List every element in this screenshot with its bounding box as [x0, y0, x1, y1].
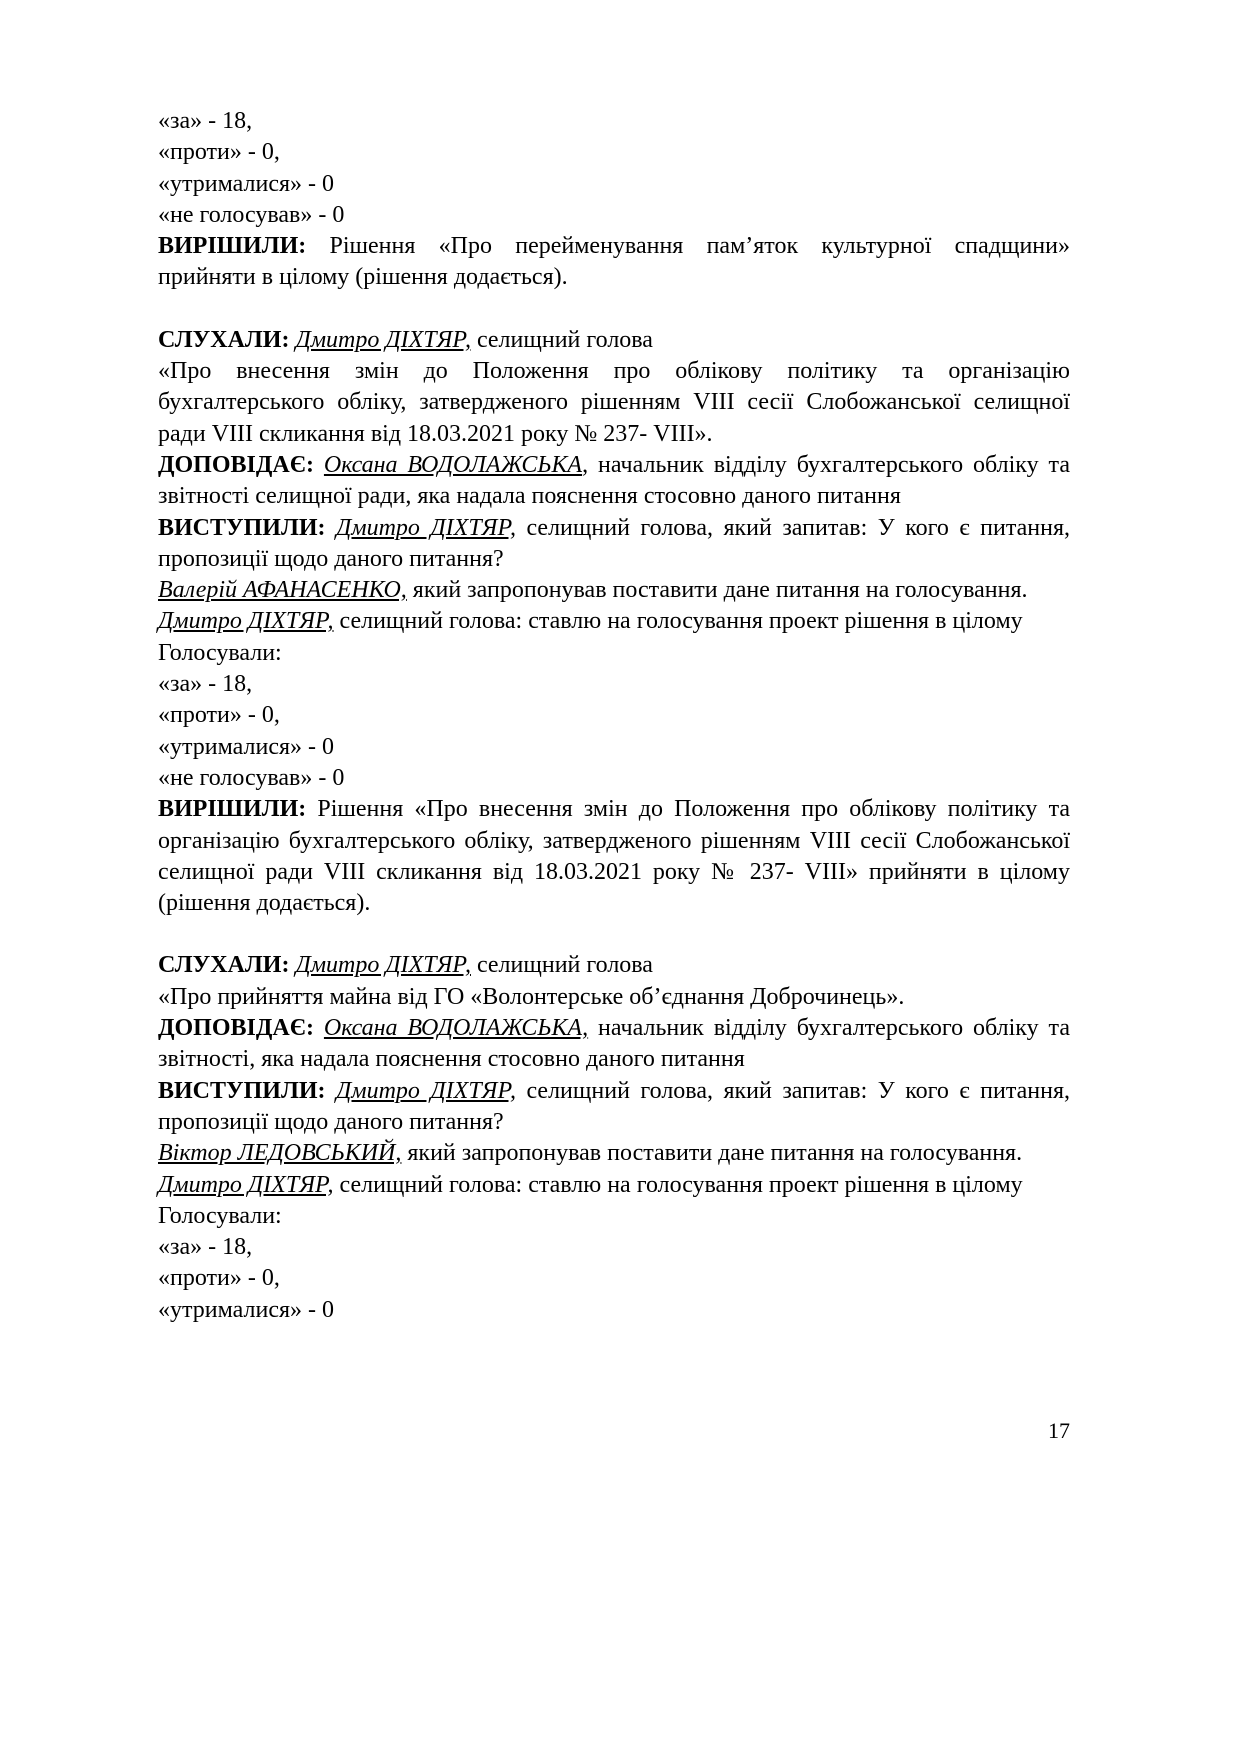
decided-label: ВИРІШИЛИ:	[158, 796, 307, 823]
speaker-role: селищний голова	[470, 952, 653, 979]
speaker-name: Дмитро ДІХТЯР,	[336, 1077, 516, 1104]
decision-text: Рішення «Про перейменування пам’яток культурної спадщини» прийняти в цілому (рішення додається).	[158, 233, 1070, 291]
proposal-text: який запропонував поставити дане питання на голосування.	[406, 577, 1028, 604]
document-page	[158, 106, 1070, 1326]
proposal-text: який запропонував поставити дане питання на голосування.	[401, 1140, 1023, 1167]
vote-against: «проти» - 0,	[158, 702, 280, 729]
proposal-paragraph	[158, 1138, 1070, 1169]
proposer-name: Віктор ЛЕДОВСЬКИЙ,	[158, 1140, 402, 1167]
spoke-label: ВИСТУПИЛИ:	[158, 1077, 326, 1104]
chair-text: селищний голова: ставлю на голосування проект рішення в цілому	[333, 1171, 1023, 1198]
vote-for: «за» - 18,	[158, 108, 253, 134]
decided-label: ВИРІШИЛИ:	[158, 233, 307, 260]
spoke-text: селищний голова, який запитав: У кого є питання, пропозиції щодо даного питання?	[158, 1077, 1071, 1135]
voted-label: Голосували:	[158, 1202, 282, 1229]
report-paragraph	[158, 1013, 1070, 1076]
vote-abstained: «утрималися» - 0	[158, 170, 335, 197]
proposal-paragraph	[158, 575, 1070, 606]
page-number: 17	[1048, 1418, 1070, 1443]
report-text: , начальник відділу бухгалтерського обліку та звітності селищної ради, яка надала пояснення стосовно даного питання	[158, 451, 1070, 510]
vote-not-voted: «не голосував» - 0	[158, 764, 345, 791]
spoke-label: ВИСТУПИЛИ:	[158, 514, 326, 541]
decision-paragraph	[158, 231, 1070, 294]
report-label: ДОПОВІДАЄ:	[158, 451, 314, 478]
vote-against: «проти» - 0,	[158, 1265, 280, 1292]
heard-line	[158, 950, 1070, 981]
vote-abstained: «утрималися» - 0	[158, 733, 335, 760]
speaker-name: Дмитро ДІХТЯР,	[295, 326, 471, 353]
heard-line	[158, 325, 1070, 356]
spoke-text: селищний голова, який запитав: У кого є питання, пропозиції щодо даного питання?	[158, 514, 1071, 572]
report-label: ДОПОВІДАЄ:	[158, 1015, 314, 1042]
reporter-name: Оксана ВОДОЛАЖСЬКА	[323, 451, 583, 478]
report-text: начальник відділу бухгалтерського обліку та звітності, яка надала пояснення стосовно даного питання	[158, 1015, 1070, 1073]
vote-for: «за» - 18,	[158, 1234, 253, 1261]
speaker-role: селищний голова	[470, 326, 653, 353]
chair-paragraph	[158, 1170, 1070, 1201]
reporter-name: Оксана ВОДОЛАЖСЬКА,	[323, 1015, 589, 1042]
chair-text: селищний голова: ставлю на голосування проект рішення в цілому	[333, 608, 1023, 635]
decision-paragraph	[158, 794, 1070, 919]
spoke-paragraph	[158, 1076, 1070, 1139]
agenda-topic: «Про прийняття майна від ГО «Волонтерське об’єднання Доброчинець».	[158, 983, 905, 1010]
heard-label: СЛУХАЛИ:	[158, 952, 290, 979]
vote-abstained: «утрималися» - 0	[158, 1296, 335, 1323]
speaker-name: Дмитро ДІХТЯР,	[336, 514, 516, 541]
section-gap	[158, 294, 1070, 325]
report-paragraph	[158, 450, 1070, 513]
decision-text: Рішення «Про внесення змін до Положення про облікову політику та організацію бухгалтерського обліку, затвердженого рішенням VIII сесії Слобожанської селищної ради VIII скликання від 18.03.2021 року № 237- VІІІ» прийняти в цілому (рішення додається).	[158, 796, 1070, 917]
chair-name: Дмитро ДІХТЯР,	[158, 1171, 334, 1198]
spoke-paragraph	[158, 513, 1070, 576]
chair-name: Дмитро ДІХТЯР,	[158, 608, 334, 635]
agenda-topic: «Про внесення змін до Положення про облікову політику та організацію бухгалтерського обліку, затвердженого рішенням VIII сесії Слобожанської селищної ради VIII скликання від 18.03.2021 року № 237- VІІІ».	[158, 358, 1070, 447]
vote-against: «проти» - 0,	[158, 139, 280, 166]
vote-not-voted: «не голосував» - 0	[158, 201, 345, 228]
heard-label: СЛУХАЛИ:	[158, 326, 290, 353]
proposer-name: Валерій АФАНАСЕНКО,	[158, 577, 407, 604]
chair-paragraph	[158, 606, 1070, 637]
section-gap	[158, 919, 1070, 950]
vote-for: «за» - 18,	[158, 671, 253, 698]
voted-label: Голосували:	[158, 639, 282, 666]
speaker-name: Дмитро ДІХТЯР,	[295, 952, 471, 979]
